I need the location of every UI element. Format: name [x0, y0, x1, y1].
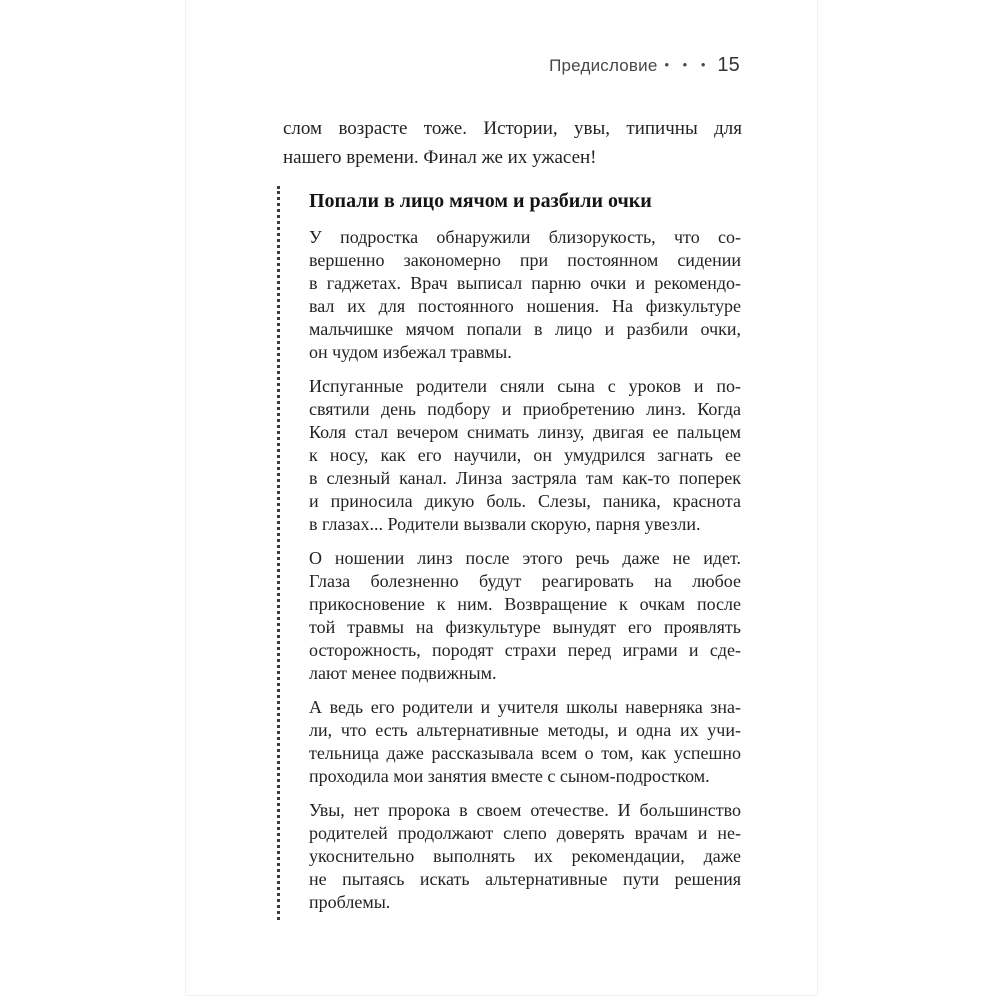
page-number: 15	[717, 54, 740, 76]
text-line: не пытаясь искать альтернативные пути решения	[309, 869, 741, 889]
running-head-title: Предисловие	[549, 56, 658, 75]
quote-paragraph	[309, 226, 741, 364]
quote-block	[309, 186, 741, 914]
text-line: О ношении линз после этого речь даже не идет.	[309, 548, 741, 568]
quote-paragraph	[309, 547, 741, 685]
quote-heading: Попали в лицо мячом и разбили очки	[309, 190, 652, 212]
text-line: лают менее подвижным.	[309, 663, 497, 683]
text-line: родителей продолжают слепо доверять врачам и не-	[309, 823, 741, 843]
dotted-divider	[277, 186, 280, 920]
intro-paragraph	[283, 114, 742, 172]
text-line: слом возрасте тоже. Истории, увы, типичны для	[283, 118, 742, 139]
text-line: Увы, нет пророка в своем отечестве. И большинство	[309, 800, 741, 820]
text-line: нашего времени. Финал же их ужасен!	[283, 147, 597, 168]
text-line: укоснительно выполнять их рекомендации, даже	[309, 846, 741, 866]
text-line: Глаза болезненно будут реагировать на любое	[309, 571, 741, 591]
quote-paragraph	[309, 375, 741, 536]
text-line: мальчишке мячом попали в лицо и разбили очки,	[309, 319, 741, 339]
text-line: в глазах... Родители вызвали скорую, парня увезли.	[309, 514, 701, 534]
text-line: проблемы.	[309, 892, 391, 912]
text-line: тельница даже рассказывала всем о том, как успешно	[309, 743, 741, 763]
page	[185, 0, 818, 996]
text-line: он чудом избежал травмы.	[309, 342, 512, 362]
text-line: в гаджетах. Врач выписал парню очки и рекомендо-	[309, 273, 741, 293]
separator-dots-icon: • • •	[664, 57, 711, 72]
text-line: А ведь его родители и учителя школы наверняка зна-	[309, 697, 741, 717]
quote-paragraph	[309, 799, 741, 914]
text-line: вершенно закономерно при постоянном сидении	[309, 250, 741, 270]
text-line: У подростка обнаружили близорукость, что со-	[309, 227, 741, 247]
text-line: к носу, как его научили, он умудрился загнать ее	[309, 445, 741, 465]
text-line: святили день подбору и приобретению линз. Когда	[309, 399, 741, 419]
text-line: и приносила дикую боль. Слезы, паника, краснота	[309, 491, 741, 511]
page-header	[549, 54, 740, 78]
text-line: осторожность, породят страхи перед играми и сде-	[309, 640, 741, 660]
quote-paragraph	[309, 696, 741, 788]
text-line: прикосновение к ним. Возвращение к очкам после	[309, 594, 741, 614]
text-line: вал их для постоянного ношения. На физкультуре	[309, 296, 741, 316]
text-line: в слезный канал. Линза застряла там как-то поперек	[309, 468, 741, 488]
text-line: Испуганные родители сняли сына с уроков и по-	[309, 376, 741, 396]
text-line: ли, что есть альтернативные методы, и одна их учи-	[309, 720, 741, 740]
quote-paragraphs	[309, 226, 741, 914]
text-line: Коля стал вечером снимать линзу, двигая ее пальцем	[309, 422, 741, 442]
text-line: той травмы на физкультуре вынудят его проявлять	[309, 617, 741, 637]
text-line: проходила мои занятия вместе с сыном-подростком.	[309, 766, 710, 786]
